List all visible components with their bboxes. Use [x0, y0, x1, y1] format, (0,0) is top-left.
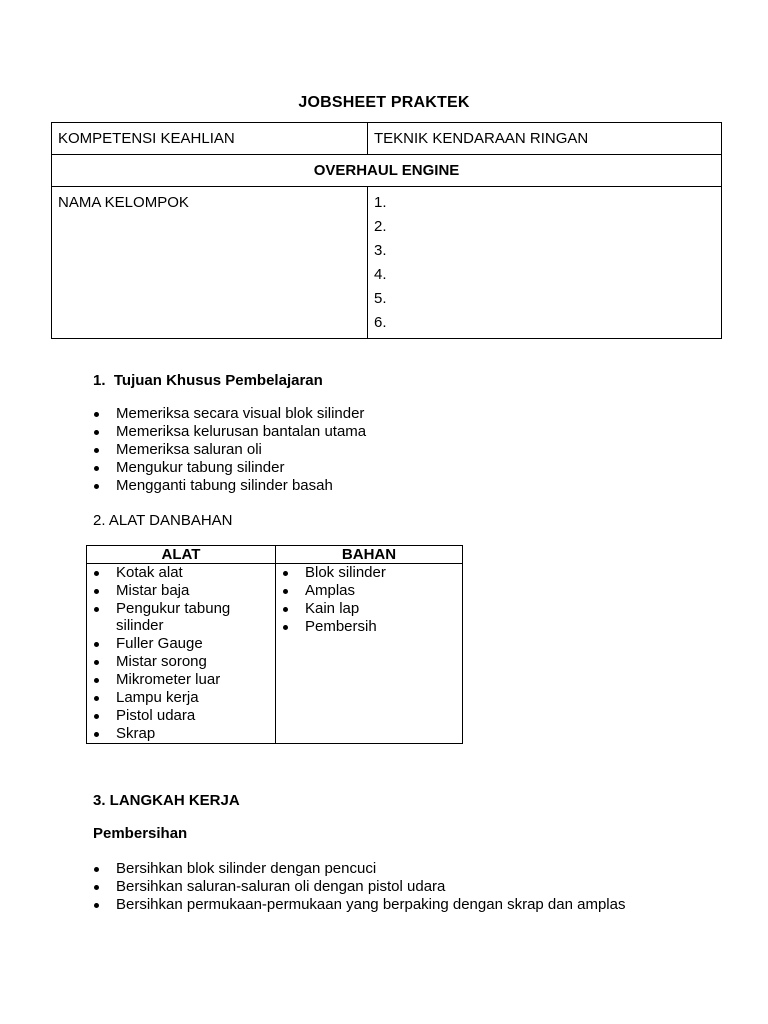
steps-list: [93, 860, 625, 914]
kompetensi-value: TEKNIK KENDARAAN RINGAN: [374, 130, 589, 147]
info-table: [51, 122, 722, 339]
member-item: 2.: [374, 218, 387, 235]
bahan-cell: [276, 564, 463, 744]
section2-heading: 2. ALAT DANBAHAN: [93, 512, 233, 529]
member-item: 3.: [374, 242, 387, 259]
list-item: Bersihkan saluran-saluran oli dengan pistol udara: [93, 878, 625, 896]
section3-subtitle: Pembersihan: [93, 825, 188, 842]
list-item: Memeriksa secara visual blok silinder: [93, 405, 366, 423]
list-item: Fuller Gauge: [93, 635, 275, 652]
list-item: Pistol udara: [93, 707, 275, 724]
alat-header: ALAT: [87, 546, 276, 564]
list-item: Memeriksa saluran oli: [93, 441, 366, 459]
objectives-list: [93, 405, 366, 495]
alat-cell: [87, 564, 276, 744]
info-row-kompetensi: [52, 123, 722, 155]
list-item: Mengukur tabung silinder: [93, 459, 366, 477]
info-row-topic: [52, 155, 722, 187]
list-item: Mengganti tabung silinder basah: [93, 477, 366, 495]
list-item: Bersihkan blok silinder dengan pencuci: [93, 860, 625, 878]
list-item: Blok silinder: [282, 564, 462, 581]
list-item: Mistar baja: [93, 582, 275, 599]
member-item: 5.: [374, 290, 387, 307]
list-item: Mistar sorong: [93, 653, 275, 670]
list-item: Memeriksa kelurusan bantalan utama: [93, 423, 366, 441]
kelompok-members-cell: [368, 187, 722, 339]
kelompok-label: NAMA KELOMPOK: [58, 194, 189, 211]
alat-list: [87, 564, 275, 742]
kompetensi-value-cell: [368, 123, 722, 155]
list-item: Skrap: [93, 725, 275, 742]
topic-cell: [52, 155, 722, 187]
list-item: Lampu kerja: [93, 689, 275, 706]
tools-body-row: [87, 564, 463, 744]
member-item: 1.: [374, 194, 387, 211]
bahan-list: [276, 564, 462, 635]
member-item: 4.: [374, 266, 387, 283]
kompetensi-label: KOMPETENSI KEAHLIAN: [58, 130, 235, 147]
list-item: Kain lap: [282, 600, 462, 617]
tools-materials-table: [86, 545, 463, 744]
members-list: [368, 187, 721, 338]
member-item: 6.: [374, 314, 387, 331]
list-item: Amplas: [282, 582, 462, 599]
section1-number: 1.: [93, 372, 106, 389]
list-item: Pembersih: [282, 618, 462, 635]
section3-heading: 3. LANGKAH KERJA: [93, 792, 240, 809]
section1-heading: [93, 372, 323, 389]
kompetensi-label-cell: [52, 123, 368, 155]
bahan-header: BAHAN: [276, 546, 463, 564]
list-item: Kotak alat: [93, 564, 275, 581]
section1-title: Tujuan Khusus Pembelajaran: [113, 372, 323, 389]
topic-title: OVERHAUL ENGINE: [313, 162, 460, 179]
list-item: Mikrometer luar: [93, 671, 275, 688]
page-title: JOBSHEET PRAKTEK: [298, 94, 470, 111]
list-item: Pengukur tabung silinder: [93, 600, 275, 634]
info-row-kelompok: [52, 187, 722, 339]
tools-header-row: [87, 546, 463, 564]
list-item: Bersihkan permukaan-permukaan yang berpaking dengan skrap dan amplas: [93, 896, 625, 914]
kelompok-label-cell: [52, 187, 368, 339]
